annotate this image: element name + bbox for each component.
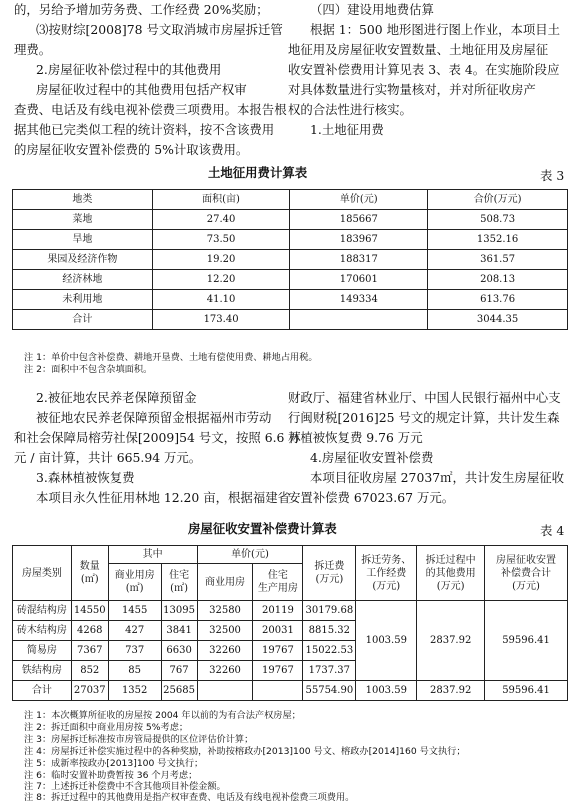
left-text-line: 的，另给予增加劳务费、工作经费 20%奖励； [14, 2, 269, 17]
table4-cell: 27037 [71, 681, 108, 701]
table3-row [13, 270, 568, 290]
table4 [12, 545, 568, 701]
table4-cell: 6630 [161, 641, 197, 661]
table3-cell: 1352.16 [428, 230, 568, 250]
right-text-line: 本项目征收房屋 27037㎡，共计发生房屋征收 [310, 470, 564, 485]
table3-cell: 12.20 [152, 270, 290, 290]
table4-header: 拆迁劳务、 工作经费 (万元) [356, 546, 417, 601]
table4-header: 单价(元) [197, 546, 303, 564]
table4-cell: 427 [108, 621, 161, 641]
table3-cell: 208.13 [428, 270, 568, 290]
table4-cell: 20119 [253, 601, 303, 621]
table4-cell: 25685 [161, 681, 197, 701]
table3-cell: 果园及经济作物 [13, 250, 153, 270]
right-text-line: 财政厅、福建省林业厅、中国人民银行福州中心支 [288, 390, 561, 405]
table3-row [13, 210, 568, 230]
table4-header: 数量 (㎡) [71, 546, 108, 601]
table4-note: 注 5：成新率按政办[2013]100 号文执行； [24, 758, 204, 769]
table3 [12, 189, 568, 330]
right-text-line: 行闽财税[2016]25 号文的规定计算，共计发生森 [288, 410, 560, 425]
table3-cell: 173.40 [152, 310, 290, 330]
table3-cell: 613.76 [428, 290, 568, 310]
table4-note: 注 6：临时安置补助费暂按 36 个月考虑； [24, 770, 198, 781]
table3-total-row [13, 310, 568, 330]
table4-cell: 55754.90 [303, 681, 356, 701]
table3-cell: 185667 [290, 210, 428, 230]
table4-total-row [13, 681, 568, 701]
right-text-line: 地征用及房屋征收安置数量、土地征用及房屋征 [288, 42, 549, 57]
table4-header: 住宅 (㎡) [161, 564, 197, 601]
right-heading: 4.房屋征收安置补偿费 [310, 450, 434, 465]
right-text-line: 对具体数量进行实物量核对，并对所征收房产 [288, 82, 536, 97]
table4-header: 拆迁费 (万元) [303, 546, 356, 601]
table3-cell: 73.50 [152, 230, 290, 250]
table4-cell: 2837.92 [417, 601, 485, 681]
table4-header: 住宅 生产用房 [253, 564, 303, 601]
left-text-line: 本项目永久性征用林地 12.20 亩，根据福建省 [36, 490, 290, 505]
table4-cell: 85 [108, 661, 161, 681]
table4-note: 注 3：房屋拆迁标准按市房管局提供的区位评估价计算； [24, 734, 254, 745]
table4-cell: 32500 [197, 621, 253, 641]
table4-header: 商业用房 [197, 564, 253, 601]
left-heading: 2.房屋征收补偿过程中的其他费用 [36, 62, 222, 77]
table3-cell: 188317 [290, 250, 428, 270]
table3-cell: 361.57 [428, 250, 568, 270]
table4-row [13, 601, 568, 621]
table4-cell: 32580 [197, 601, 253, 621]
table4-cell: 砖木结构房 [13, 621, 72, 641]
table4-cell: 铁结构房 [13, 661, 72, 681]
table3-header: 面积(亩) [152, 190, 290, 210]
left-heading: 2.被征地农民养老保障预留金 [36, 390, 197, 405]
right-heading: 1.土地征用费 [310, 122, 384, 137]
left-text-line: ⑶按财综[2008]78 号文取消城市房屋拆迁管 [36, 22, 283, 37]
left-text-line: 元 / 亩计算，共计 665.94 万元。 [14, 450, 202, 465]
table4-cell: 简易房 [13, 641, 72, 661]
table4-note: 注 8：拆迁过程中的其他费用是指产权审查费、电话及有线电视补偿费三项费用。 [24, 792, 355, 803]
table4-cell: 7367 [71, 641, 108, 661]
table4-cell: 852 [71, 661, 108, 681]
table4-cell: 15022.53 [303, 641, 356, 661]
table4-cell: 32260 [197, 661, 253, 681]
table4-cell: 1003.59 [356, 681, 417, 701]
table3-header: 单价(元) [290, 190, 428, 210]
table4-header: 其中 [108, 546, 197, 564]
table4-label: 表 4 [540, 523, 565, 538]
table3-cell: 合计 [13, 310, 153, 330]
table4-cell: 1737.37 [303, 661, 356, 681]
table3-header-row [13, 190, 568, 210]
table3-cell: 菜地 [13, 210, 153, 230]
table4-cell: 30179.68 [303, 601, 356, 621]
table3-note: 注 2：面积中不包含杂填面积。 [24, 364, 153, 375]
table3-cell: 27.40 [152, 210, 290, 230]
left-text-line: 理费。 [14, 42, 52, 57]
table4-cell: 8815.32 [303, 621, 356, 641]
table4-header: 拆迁过程中 的其他费用 (万元) [417, 546, 485, 601]
table4-cell: 1455 [108, 601, 161, 621]
right-text-line: 权的合法性进行核实。 [288, 102, 412, 117]
left-text-line: 和社会保障局榕劳社保[2009]54 号文，按照 6.6 万 [14, 430, 301, 445]
table4-header-row [13, 546, 568, 564]
section-heading: （四）建设用地费估算 [310, 2, 434, 17]
table3-cell: 41.10 [152, 290, 290, 310]
right-text-line: 根据 1：500 地形图进行图上作业，本项目土 [310, 22, 561, 37]
left-text-line: 据其他已完类似工程的统计资料，按不含该费用 [14, 122, 275, 137]
table4-note: 注 7：上述拆迁补偿费中不含其他项目补偿金额。 [24, 781, 226, 792]
table3-cell: 508.73 [428, 210, 568, 230]
table3-cell [290, 310, 428, 330]
left-text-line: 房屋征收过程中的其他费用包括产权审 [36, 82, 247, 97]
table4-cell: 59596.41 [485, 681, 568, 701]
table3-cell: 3044.35 [428, 310, 568, 330]
table3-row [13, 290, 568, 310]
table4-cell: 20031 [253, 621, 303, 641]
table4-cell: 13095 [161, 601, 197, 621]
table3-cell: 经济林地 [13, 270, 153, 290]
table3-title: 土地征用费计算表 [208, 165, 308, 180]
table3-cell: 183967 [290, 230, 428, 250]
table4-cell: 767 [161, 661, 197, 681]
table4-note: 注 4：房屋拆迁补偿实施过程中的各种奖励，补助按榕政办[2013]100 号文、榕政办[2014]160 号文执行； [24, 746, 466, 757]
table4-cell: 59596.41 [485, 601, 568, 681]
table4-note: 注 1：本次概算所征收的房屋按 2004 年以前的为有合法产权房屋； [24, 710, 301, 721]
table3-row [13, 230, 568, 250]
table4-header: 房屋类别 [13, 546, 72, 601]
table4-cell: 737 [108, 641, 161, 661]
table4-cell: 4268 [71, 621, 108, 641]
left-heading: 3.森林植被恢复费 [36, 470, 135, 485]
left-text-line: 查费、电话及有线电视补偿费三项费用。本报告根 [14, 102, 287, 117]
table4-cell: 19767 [253, 661, 303, 681]
table3-row [13, 250, 568, 270]
table4-cell [197, 681, 253, 701]
table4-cell [253, 681, 303, 701]
table4-note: 注 2：拆迁面积中商业用房按 5%考虑； [24, 722, 189, 733]
table4-cell: 1003.59 [356, 601, 417, 681]
table4-cell: 2837.92 [417, 681, 485, 701]
table3-cell: 149334 [290, 290, 428, 310]
table3-label: 表 3 [540, 168, 565, 183]
right-text-line: 安置补偿费 67023.67 万元。 [288, 490, 455, 505]
table3-note: 注 1：单价中包含补偿费、耕地开垦费、土地有偿使用费、耕地占用税。 [24, 352, 318, 363]
table4-cell: 32260 [197, 641, 253, 661]
left-text-line: 被征地农民养老保障预留金根据福州市劳动 [36, 410, 272, 425]
table3-cell: 19.20 [152, 250, 290, 270]
table4-cell: 19767 [253, 641, 303, 661]
table3-cell: 未利用地 [13, 290, 153, 310]
table3-cell: 170601 [290, 270, 428, 290]
table3-header: 合价(万元) [428, 190, 568, 210]
table4-cell: 砖混结构房 [13, 601, 72, 621]
table4-header: 房屋征收安置 补偿费合计 (万元) [485, 546, 568, 601]
table4-cell: 3841 [161, 621, 197, 641]
right-text-line: 收安置补偿费用计算见表 3、表 4。在实施阶段应 [288, 62, 560, 77]
left-text-line: 的房屋征收安置补偿费的 5%计取该费用。 [14, 142, 249, 157]
table4-cell: 合计 [13, 681, 72, 701]
right-text-line: 林植被恢复费 9.76 万元 [288, 430, 423, 445]
table4-cell: 1352 [108, 681, 161, 701]
table4-title: 房屋征收安置补偿费计算表 [188, 521, 337, 536]
table4-header: 商业用房 (㎡) [108, 564, 161, 601]
table3-cell: 旱地 [13, 230, 153, 250]
table3-header: 地类 [13, 190, 153, 210]
table4-cell: 14550 [71, 601, 108, 621]
